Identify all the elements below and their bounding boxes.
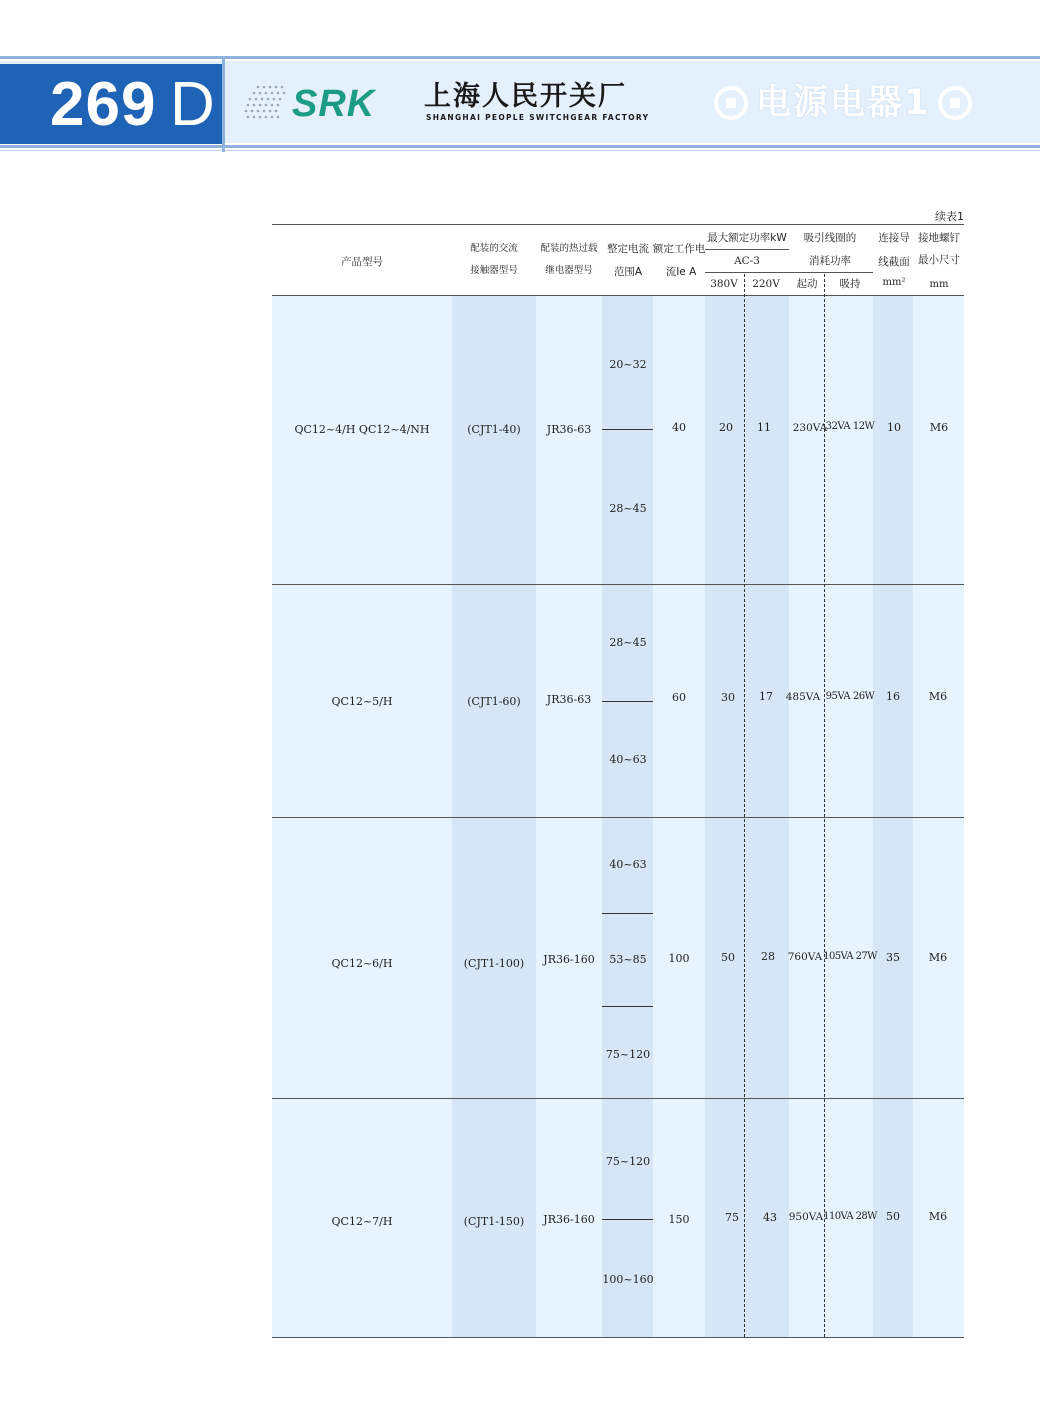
row-2-p220: 17 — [759, 690, 773, 703]
row-4-rated: 150 — [668, 1213, 690, 1226]
company-name-en: SHANGHAI PEOPLE SWITCHGEAR FACTORY — [426, 113, 650, 122]
row-3-range-divider-1 — [602, 913, 653, 914]
row-2-range-2: 40~63 — [609, 753, 647, 766]
header-wire-l3: mm² — [882, 277, 906, 288]
header-screw-l2: 最小尺寸 — [918, 254, 960, 266]
header-setting-l1: 整定电流 — [607, 243, 649, 255]
row-3-relay: JR36-160 — [543, 953, 595, 966]
row-rule-2 — [272, 817, 964, 818]
header-coil-hold: 吸持 — [839, 278, 861, 290]
header-setting-l2: 范围A — [613, 266, 643, 278]
header-model: 产品型号 — [341, 256, 383, 268]
srk-logo: SRK — [292, 83, 376, 125]
row-3-range-divider-2 — [602, 1006, 653, 1007]
spec-table — [272, 224, 964, 1338]
header-contactor-l2: 接触器型号 — [470, 265, 518, 276]
row-1-start: 230VA — [792, 422, 828, 434]
col-band-wire — [873, 295, 913, 1337]
row-1-range-divider — [602, 429, 653, 430]
row-2-range-1: 28~45 — [609, 636, 647, 649]
header-screw-l3: mm — [929, 279, 949, 290]
row-3-range-2: 53~85 — [609, 953, 647, 966]
row-1-rated: 40 — [672, 421, 686, 434]
row-4-screw: M6 — [928, 1210, 948, 1223]
header-screw-l1: 接地螺钉 — [918, 232, 960, 244]
col-band-model — [272, 295, 452, 1337]
row-2-relay: JR36-63 — [546, 693, 592, 706]
page-suffix: D — [170, 70, 215, 139]
header-top-rule — [0, 56, 1040, 59]
section-title — [714, 80, 972, 126]
header-coil-l1: 吸引线圈的 — [803, 232, 857, 244]
row-3-start: 760VA — [787, 951, 823, 963]
table-bottom-rule — [272, 1337, 964, 1338]
header-power-l1: 最大额定功率kW — [707, 232, 787, 244]
row-1-relay: JR36-63 — [546, 423, 592, 436]
row-3-range-3: 75~120 — [605, 1048, 651, 1061]
row-3-model: QC12~6/H — [331, 957, 393, 970]
col-band-setting — [602, 295, 653, 1337]
col-band-contactor — [452, 295, 536, 1337]
coil-header-subrule — [789, 272, 873, 273]
row-1-range-2: 28~45 — [609, 502, 647, 515]
row-4-start: 950VA — [788, 1211, 824, 1223]
row-4-model: QC12~7/H — [331, 1215, 393, 1228]
row-4-p220: 43 — [763, 1211, 777, 1224]
col-band-coil — [789, 295, 873, 1337]
header-relay-l2: 继电器型号 — [545, 265, 593, 276]
power-header-subrule-2 — [705, 272, 789, 273]
row-1-wire: 10 — [887, 421, 901, 434]
row-1-screw: M6 — [929, 421, 949, 434]
header-coil-start: 起动 — [796, 278, 818, 290]
col-band-screw — [913, 295, 964, 1337]
row-4-range-divider — [602, 1219, 653, 1220]
header-bottom-rule-thin — [0, 150, 1040, 151]
page-number-box-rule — [222, 56, 225, 152]
header-rule — [272, 295, 964, 296]
row-1-p380: 20 — [719, 421, 733, 434]
col-band-rated — [653, 295, 705, 1337]
header-rated-l2: 流Ie A — [665, 266, 697, 278]
power-dashed-divider — [744, 274, 745, 1337]
header-contactor-l1: 配装的交流 — [470, 243, 518, 254]
section-title-text: 电源电器1 — [756, 83, 931, 123]
header-rated-l1: 额定工作电 — [652, 243, 706, 255]
power-header-subrule — [705, 249, 789, 250]
table-top-rule — [272, 224, 964, 225]
row-3-screw: M6 — [928, 951, 948, 964]
row-2-rated: 60 — [672, 691, 686, 704]
row-2-range-divider — [602, 701, 653, 702]
row-4-wire: 50 — [886, 1210, 900, 1223]
header-bottom-rule — [0, 145, 1040, 148]
row-2-screw: M6 — [928, 690, 948, 703]
row-3-rated: 100 — [668, 952, 690, 965]
row-1-model: QC12~4/H QC12~4/NH — [294, 423, 430, 436]
header-wire-l2: 线截面 — [878, 256, 910, 268]
row-3-hold: 105VA 27W — [823, 951, 877, 962]
company-name-cn: 上海人民开关厂 — [424, 81, 627, 112]
row-4-p380: 75 — [725, 1211, 739, 1224]
dot-pattern-icon — [244, 84, 288, 122]
continuation-label: 续表1 — [935, 210, 964, 223]
row-3-wire: 35 — [886, 951, 900, 964]
header-power-220: 220V — [752, 278, 780, 290]
row-4-contactor: (CJT1-150) — [463, 1215, 525, 1228]
row-4-relay: JR36-160 — [543, 1213, 595, 1226]
header-wire-l1: 连接导 — [878, 232, 910, 244]
header-power-380: 380V — [710, 278, 738, 290]
row-3-p380: 50 — [721, 951, 735, 964]
row-2-wire: 16 — [886, 690, 900, 703]
row-2-p380: 30 — [721, 691, 735, 704]
header-coil-l2: 消耗功率 — [809, 255, 851, 267]
row-rule-3 — [272, 1098, 964, 1099]
row-3-range-1: 40~63 — [609, 858, 647, 871]
square-bullet-icon — [938, 86, 972, 120]
row-2-start: 485VA — [785, 691, 821, 703]
row-1-contactor: (CJT1-40) — [467, 423, 521, 436]
square-bullet-icon — [714, 86, 748, 120]
header-power-l2: AC-3 — [734, 255, 760, 267]
row-4-range-1: 75~120 — [605, 1155, 651, 1168]
row-1-p220: 11 — [757, 421, 771, 434]
col-band-p220 — [745, 295, 789, 1337]
row-1-hold: 32VA 12W — [825, 421, 875, 432]
page-number: 269 — [50, 70, 157, 139]
row-4-range-2: 100~160 — [602, 1273, 654, 1286]
row-2-model: QC12~5/H — [331, 695, 393, 708]
row-1-range-1: 20~32 — [609, 358, 647, 371]
col-band-relay — [536, 295, 602, 1337]
row-4-hold: 110VA 28W — [823, 1211, 877, 1222]
row-3-p220: 28 — [761, 950, 775, 963]
row-2-contactor: (CJT1-60) — [467, 695, 521, 708]
row-rule-1 — [272, 584, 964, 585]
col-band-p380 — [705, 295, 745, 1337]
row-2-hold: 95VA 26W — [825, 691, 875, 702]
row-3-contactor: (CJT1-100) — [463, 957, 525, 970]
header-relay-l1: 配装的热过载 — [540, 243, 598, 254]
